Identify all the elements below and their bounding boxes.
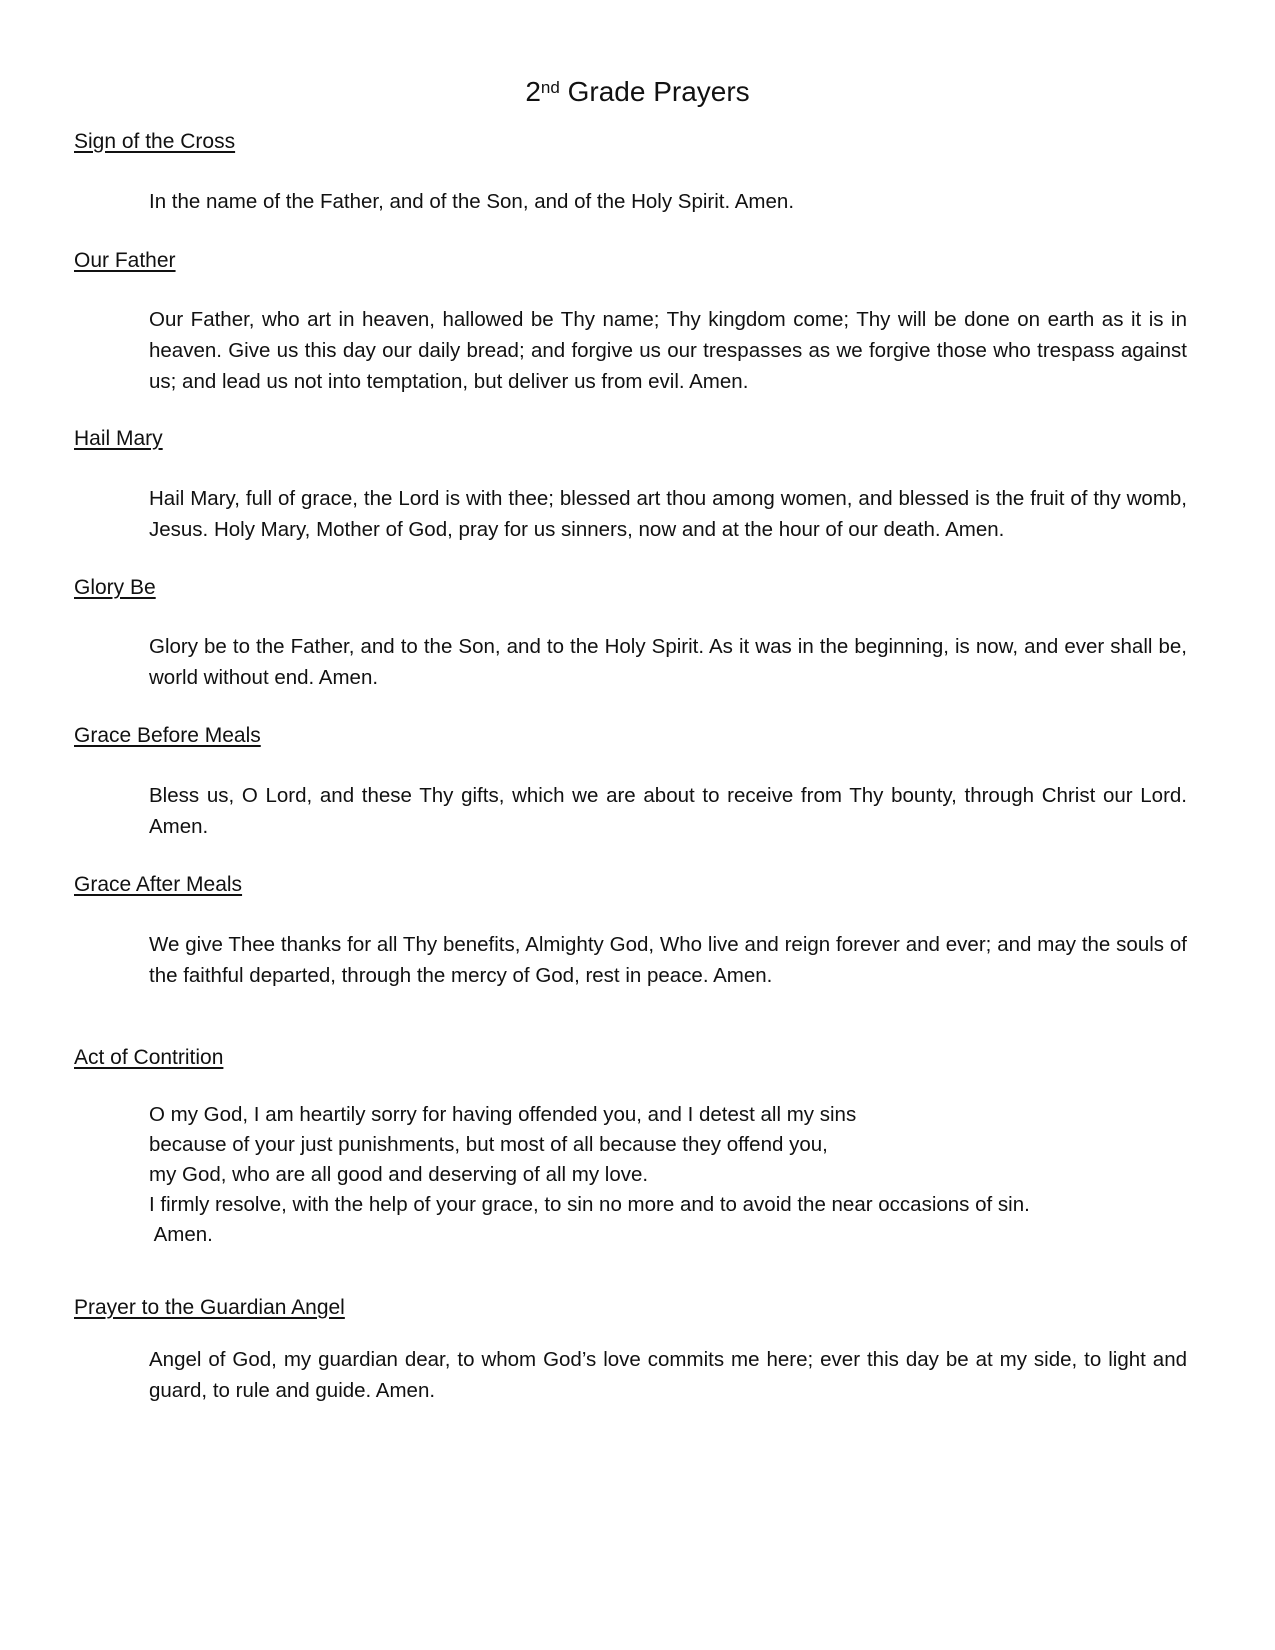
contrition-line: I firmly resolve, with the help of your grace, to sin no more and to avoid the near occasions of sin. bbox=[149, 1193, 1030, 1216]
prayer-act-of-contrition bbox=[149, 1100, 1187, 1250]
title-superscript: nd bbox=[540, 78, 560, 97]
heading-guardian-angel: Prayer to the Guardian Angel bbox=[74, 1296, 345, 1319]
title-suffix: Grade Prayers bbox=[559, 76, 750, 107]
prayer-glory-be: Glory be to the Father, and to the Son, and to the Holy Spirit. As it was in the beginning, is now, and ever shall be, world without end. Amen. bbox=[149, 635, 1187, 689]
prayer-grace-before-meals: Bless us, O Lord, and these Thy gifts, which we are about to receive from Thy bounty, through Christ our Lord. Amen. bbox=[149, 784, 1187, 838]
prayer-guardian-angel: Angel of God, my guardian dear, to whom God’s love commits me here; ever this day be at my side, to light and guard, to rule and guide. Amen. bbox=[149, 1348, 1187, 1402]
heading-our-father: Our Father bbox=[74, 249, 176, 272]
prayer-hail-mary: Hail Mary, full of grace, the Lord is with thee; blessed art thou among women, and blessed is the fruit of thy womb, Jesus. Holy Mary, Mother of God, pray for us sinners, now and at the hour of our death. Amen. bbox=[149, 487, 1187, 541]
heading-act-of-contrition: Act of Contrition bbox=[74, 1046, 224, 1069]
page-title bbox=[0, 74, 1275, 110]
heading-grace-before-meals: Grace Before Meals bbox=[74, 724, 261, 747]
contrition-line: my God, who are all good and deserving of all my love. bbox=[149, 1163, 649, 1186]
contrition-line: O my God, I am heartily sorry for having offended you, and I detest all my sins bbox=[149, 1103, 857, 1126]
heading-grace-after-meals: Grace After Meals bbox=[74, 873, 243, 896]
title-prefix: 2 bbox=[525, 76, 541, 107]
contrition-line: because of your just punishments, but most of all because they offend you, bbox=[149, 1133, 828, 1156]
heading-hail-mary: Hail Mary bbox=[74, 427, 163, 450]
heading-sign-of-the-cross: Sign of the Cross bbox=[74, 130, 236, 153]
heading-glory-be: Glory Be bbox=[74, 576, 156, 599]
prayer-our-father: Our Father, who art in heaven, hallowed be Thy name; Thy kingdom come; Thy will be done on earth as it is in heaven. Give us this day our daily bread; and forgive us our trespasses as we forgive those who trespass against us; and lead us not into temptation, but deliver us from evil. Amen. bbox=[149, 308, 1187, 393]
contrition-line: Amen. bbox=[149, 1223, 213, 1246]
prayer-sign-of-the-cross: In the name of the Father, and of the Son, and of the Holy Spirit. Amen. bbox=[149, 190, 795, 213]
prayer-grace-after-meals: We give Thee thanks for all Thy benefits, Almighty God, Who live and reign forever and ever; and may the souls of the faithful departed, through the mercy of God, rest in peace. Amen. bbox=[149, 933, 1187, 987]
